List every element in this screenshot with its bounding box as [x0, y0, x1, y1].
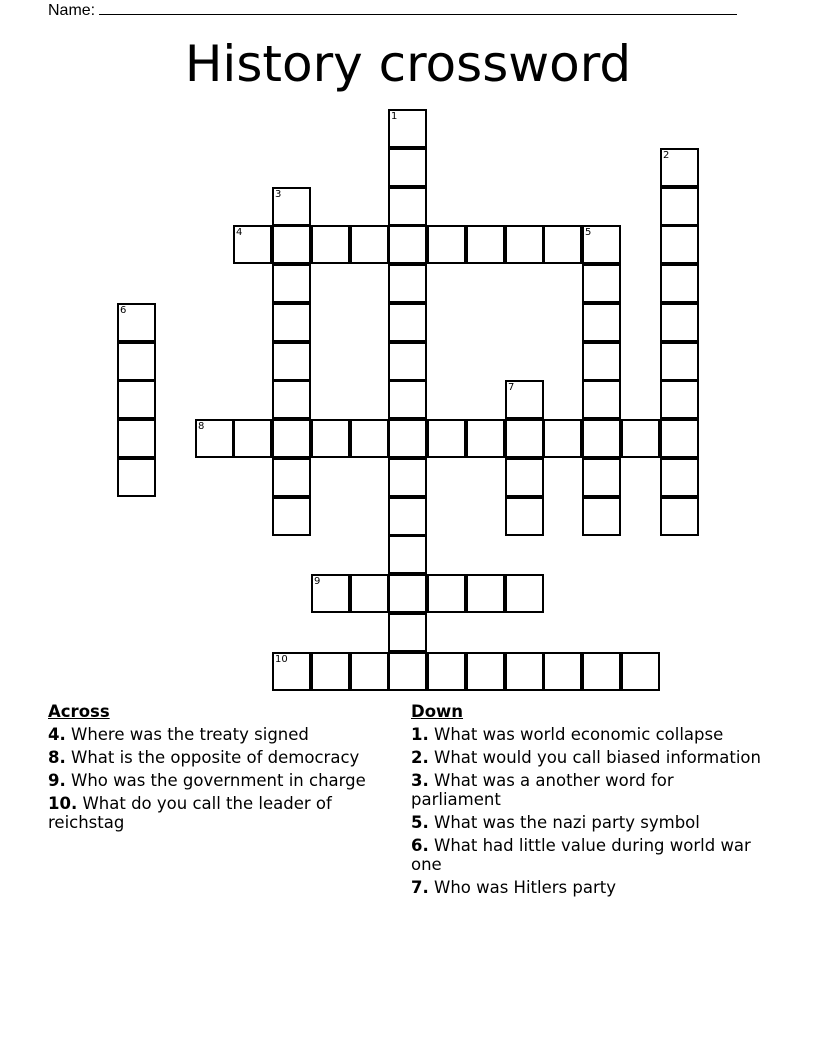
clue-number: 6 — [120, 305, 127, 316]
grid-cell[interactable] — [195, 419, 234, 458]
grid-cell[interactable] — [350, 652, 389, 691]
grid-cell[interactable] — [311, 574, 350, 613]
grid-cell[interactable] — [505, 574, 544, 613]
clue-across-8: 8. What is the opposite of democracy — [48, 748, 360, 767]
grid-cell[interactable] — [311, 652, 350, 691]
grid-cell[interactable] — [388, 613, 427, 652]
grid-cell[interactable] — [427, 225, 466, 264]
clue-down-5: 5. What was the nazi party symbol — [411, 813, 700, 832]
grid-cell[interactable] — [505, 419, 544, 458]
grid-cell[interactable] — [388, 342, 427, 381]
grid-cell[interactable] — [505, 380, 544, 419]
grid-cell[interactable] — [233, 225, 272, 264]
grid-cell[interactable] — [388, 380, 427, 419]
grid-cell[interactable] — [582, 458, 621, 497]
clue-number: 4 — [236, 227, 243, 238]
across-heading: Across — [48, 702, 110, 721]
grid-cell[interactable] — [311, 225, 350, 264]
clue-number: 7 — [508, 382, 515, 393]
grid-cell[interactable] — [272, 187, 311, 226]
grid-cell[interactable] — [543, 225, 582, 264]
clue-across-10: 10. What do you call the leader of reichstag — [48, 794, 332, 832]
clue-down-3: 3. What was a another word for parliament — [411, 771, 674, 809]
grid-cell[interactable] — [466, 574, 505, 613]
grid-cell[interactable] — [660, 380, 699, 419]
grid-cell[interactable] — [505, 497, 544, 536]
grid-cell[interactable] — [466, 225, 505, 264]
grid-cell[interactable] — [388, 225, 427, 264]
clue-number: 8 — [198, 421, 205, 432]
grid-cell[interactable] — [660, 264, 699, 303]
grid-cell[interactable] — [466, 419, 505, 458]
grid-cell[interactable] — [543, 652, 582, 691]
grid-cell[interactable] — [272, 342, 311, 381]
grid-cell[interactable] — [388, 109, 427, 148]
grid-cell[interactable] — [388, 264, 427, 303]
grid-cell[interactable] — [660, 419, 699, 458]
grid-cell[interactable] — [466, 652, 505, 691]
grid-cell[interactable] — [388, 148, 427, 187]
clue-number: 9 — [314, 576, 321, 587]
grid-cell[interactable] — [388, 458, 427, 497]
grid-cell[interactable] — [582, 225, 621, 264]
grid-cell[interactable] — [505, 458, 544, 497]
grid-cell[interactable] — [660, 342, 699, 381]
name-label: Name: — [48, 2, 96, 19]
grid-cell[interactable] — [388, 303, 427, 342]
clue-number: 5 — [585, 227, 592, 238]
grid-cell[interactable] — [660, 148, 699, 187]
clue-down-1: 1. What was world economic collapse — [411, 725, 724, 744]
grid-cell[interactable] — [660, 187, 699, 226]
clue-number: 10 — [275, 654, 288, 665]
grid-cell[interactable] — [427, 419, 466, 458]
grid-cell[interactable] — [582, 264, 621, 303]
grid-cell[interactable] — [117, 380, 156, 419]
clue-down-7: 7. Who was Hitlers party — [411, 878, 616, 897]
grid-cell[interactable] — [582, 652, 621, 691]
clue-number: 1 — [391, 111, 398, 122]
grid-cell[interactable] — [350, 419, 389, 458]
grid-cell[interactable] — [117, 419, 156, 458]
grid-cell[interactable] — [233, 419, 272, 458]
grid-cell[interactable] — [117, 342, 156, 381]
grid-cell[interactable] — [427, 652, 466, 691]
grid-cell[interactable] — [543, 419, 582, 458]
grid-cell[interactable] — [272, 497, 311, 536]
grid-cell[interactable] — [582, 419, 621, 458]
grid-cell[interactable] — [582, 380, 621, 419]
clue-number: 2 — [663, 150, 670, 161]
grid-cell[interactable] — [621, 652, 660, 691]
grid-cell[interactable] — [272, 380, 311, 419]
grid-cell[interactable] — [582, 497, 621, 536]
grid-cell[interactable] — [272, 303, 311, 342]
grid-cell[interactable] — [350, 574, 389, 613]
down-heading: Down — [411, 702, 464, 721]
grid-cell[interactable] — [660, 458, 699, 497]
grid-cell[interactable] — [272, 652, 311, 691]
grid-cell[interactable] — [272, 419, 311, 458]
grid-cell[interactable] — [117, 303, 156, 342]
clue-across-9: 9. Who was the government in charge — [48, 771, 366, 790]
grid-cell[interactable] — [660, 303, 699, 342]
page-title: History crossword — [184, 35, 632, 93]
down-clues — [411, 702, 761, 901]
grid-cell[interactable] — [582, 303, 621, 342]
grid-cell[interactable] — [272, 264, 311, 303]
grid-cell[interactable] — [272, 225, 311, 264]
across-clues — [48, 702, 393, 836]
grid-cell[interactable] — [350, 225, 389, 264]
grid-cell[interactable] — [582, 342, 621, 381]
clue-number: 3 — [275, 189, 282, 200]
clue-down-6: 6. What had little value during world war one — [411, 836, 751, 874]
grid-cell[interactable] — [505, 652, 544, 691]
grid-cell[interactable] — [388, 574, 427, 613]
grid-cell[interactable] — [388, 535, 427, 574]
grid-cell[interactable] — [660, 497, 699, 536]
grid-cell[interactable] — [388, 187, 427, 226]
grid-cell[interactable] — [388, 419, 427, 458]
grid-cell[interactable] — [311, 419, 350, 458]
grid-cell[interactable] — [660, 225, 699, 264]
grid-cell[interactable] — [427, 574, 466, 613]
grid-cell[interactable] — [388, 652, 427, 691]
grid-cell[interactable] — [505, 225, 544, 264]
grid-cell[interactable] — [621, 419, 660, 458]
clue-down-2: 2. What would you call biased information — [411, 748, 761, 767]
grid-cell[interactable] — [388, 497, 427, 536]
grid-cell[interactable] — [272, 458, 311, 497]
grid-cell[interactable] — [117, 458, 156, 497]
clue-across-4: 4. Where was the treaty signed — [48, 725, 309, 744]
